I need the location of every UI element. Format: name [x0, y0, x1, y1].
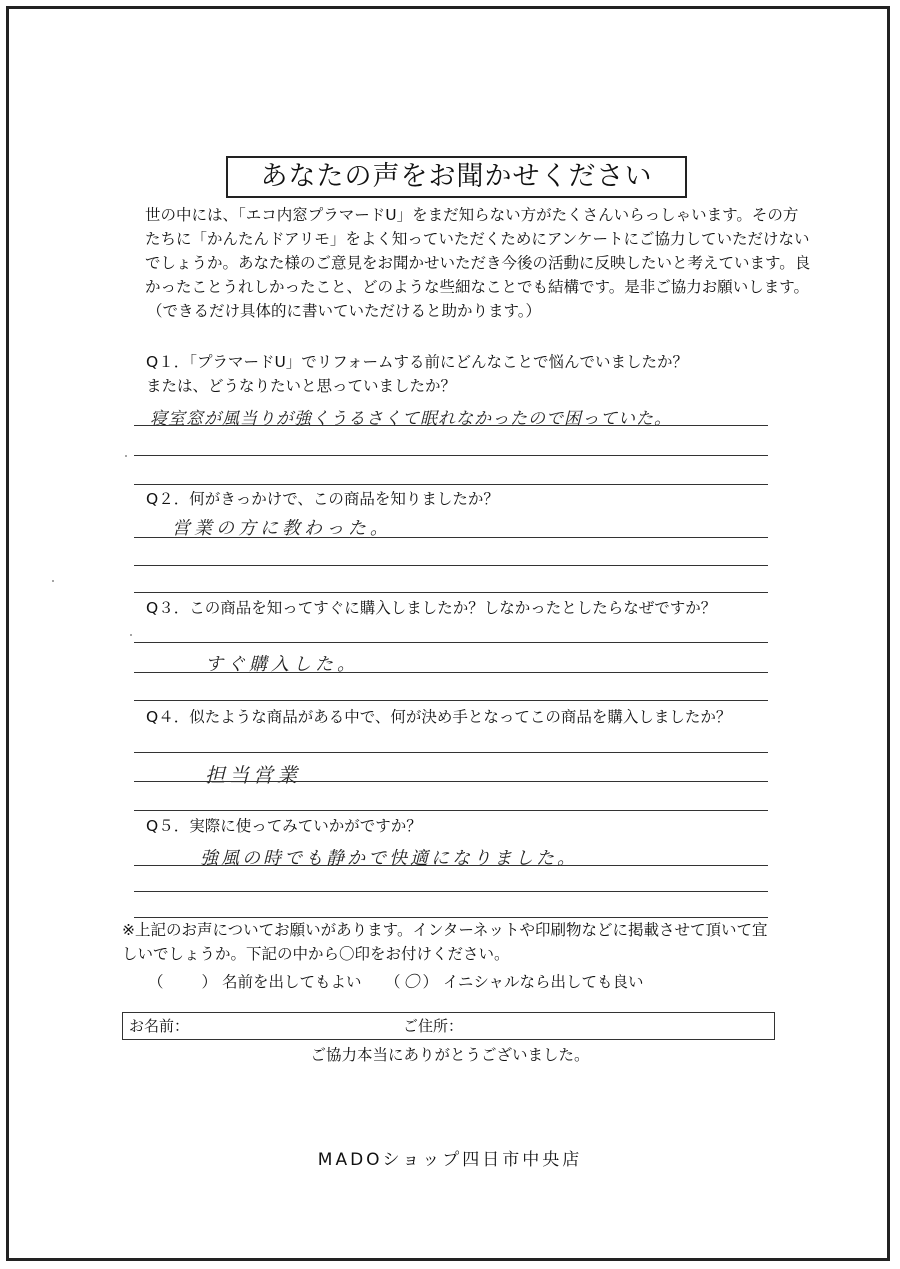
question-2-line-1: Q２．何がきっかけで、この商品を知りましたか？ [146, 490, 499, 508]
answer-line [134, 700, 768, 701]
question-3-line-1: Q３．この商品を知ってすぐに購入しましたか？しなかったとしたらなぜですか？ [146, 599, 717, 617]
answer-1: 寝室窓が風当りが強くうるさくて眠れなかったので困っていた。 [150, 409, 672, 429]
question-2 [146, 487, 499, 511]
question-1 [146, 350, 688, 398]
option-name-ok[interactable] [148, 970, 361, 994]
intro-line: かったことうれしかったこと、どのような些細なことでも結構です。是非ご協力お願いします。 [145, 278, 810, 296]
intro-note: （できるだけ具体的に書いていただけると助かります。） [147, 302, 542, 320]
question-3 [146, 596, 716, 620]
address-field-label: ご住所： [403, 1017, 464, 1035]
answer-line [134, 810, 768, 811]
name-field-label: お名前： [129, 1017, 190, 1035]
thank-you-message: ご協力本当にありがとうございました。 [310, 1046, 590, 1064]
scan-speck [52, 580, 54, 582]
answer-line [134, 891, 768, 892]
answer-line [134, 642, 768, 643]
option-label: 名前を出してもよい [221, 973, 362, 991]
option-paren-open: （ [148, 973, 164, 991]
scan-speck [125, 455, 127, 457]
answer-line [134, 592, 768, 593]
option-paren-close: ） [422, 973, 439, 991]
answer-line [134, 484, 768, 485]
intro-line: 世の中には、「エコ内窓プラマードU」をまだ知らない方がたくさんいらっしゃいます。その方 [145, 206, 799, 224]
option-mark: 〇 [403, 972, 420, 991]
notice-line: しいでしょうか。下記の中から〇印をお付けください。 [122, 945, 510, 963]
question-5 [146, 814, 422, 838]
answer-4: 担当営業 [205, 763, 301, 787]
answer-line [134, 565, 768, 566]
answer-line [134, 537, 768, 538]
question-4 [146, 705, 731, 729]
question-5-line-1: Q５．実際に使ってみていかがですか？ [146, 817, 422, 835]
answer-line [134, 455, 768, 456]
option-paren-close: ） [201, 973, 218, 991]
page-title: あなたの声をお聞かせください [226, 156, 687, 198]
intro-line: でしょうか。あなた様のご意見をお聞かせいただき今後の活動に反映したいと考えています。良 [145, 254, 811, 272]
notice-line: ※上記のお声についてお願いがあります。インターネットや印刷物などに掲載させて頂いて宜 [122, 921, 768, 939]
answer-3: すぐ購入した。 [205, 654, 359, 675]
answer-line [134, 752, 768, 753]
publication-notice [122, 918, 768, 966]
option-checkbox[interactable] [401, 970, 423, 994]
answer-line [134, 425, 768, 426]
shop-name: MADOショップ四日市中央店 [317, 1150, 583, 1170]
answer-2: 営業の方に教わった。 [172, 518, 392, 539]
question-1-line-1: Q１．「プラマードU」でリフォームする前にどんなことで悩んでいましたか？ [146, 353, 689, 371]
option-initials-ok[interactable] [385, 970, 644, 994]
answer-line [134, 781, 768, 782]
answer-line [134, 672, 768, 673]
option-label: イニシャルなら出しても良い [442, 973, 644, 991]
answer-line [134, 865, 768, 866]
scan-speck [130, 634, 132, 636]
question-4-line-1: Q４．似たような商品がある中で、何が決め手となってこの商品を購入しましたか？ [146, 708, 732, 726]
contact-form-box [122, 1012, 775, 1040]
intro-paragraph [145, 203, 811, 323]
option-paren-open: （ [385, 973, 401, 991]
answer-5: 強風の時でも静かで快適になりました。 [200, 848, 578, 869]
question-1-line-2: または、どうなりたいと思っていましたか？ [146, 377, 457, 395]
intro-line: たちに「かんたんドアリモ」をよく知っていただくためにアンケートにご協力していただけない [145, 230, 810, 248]
